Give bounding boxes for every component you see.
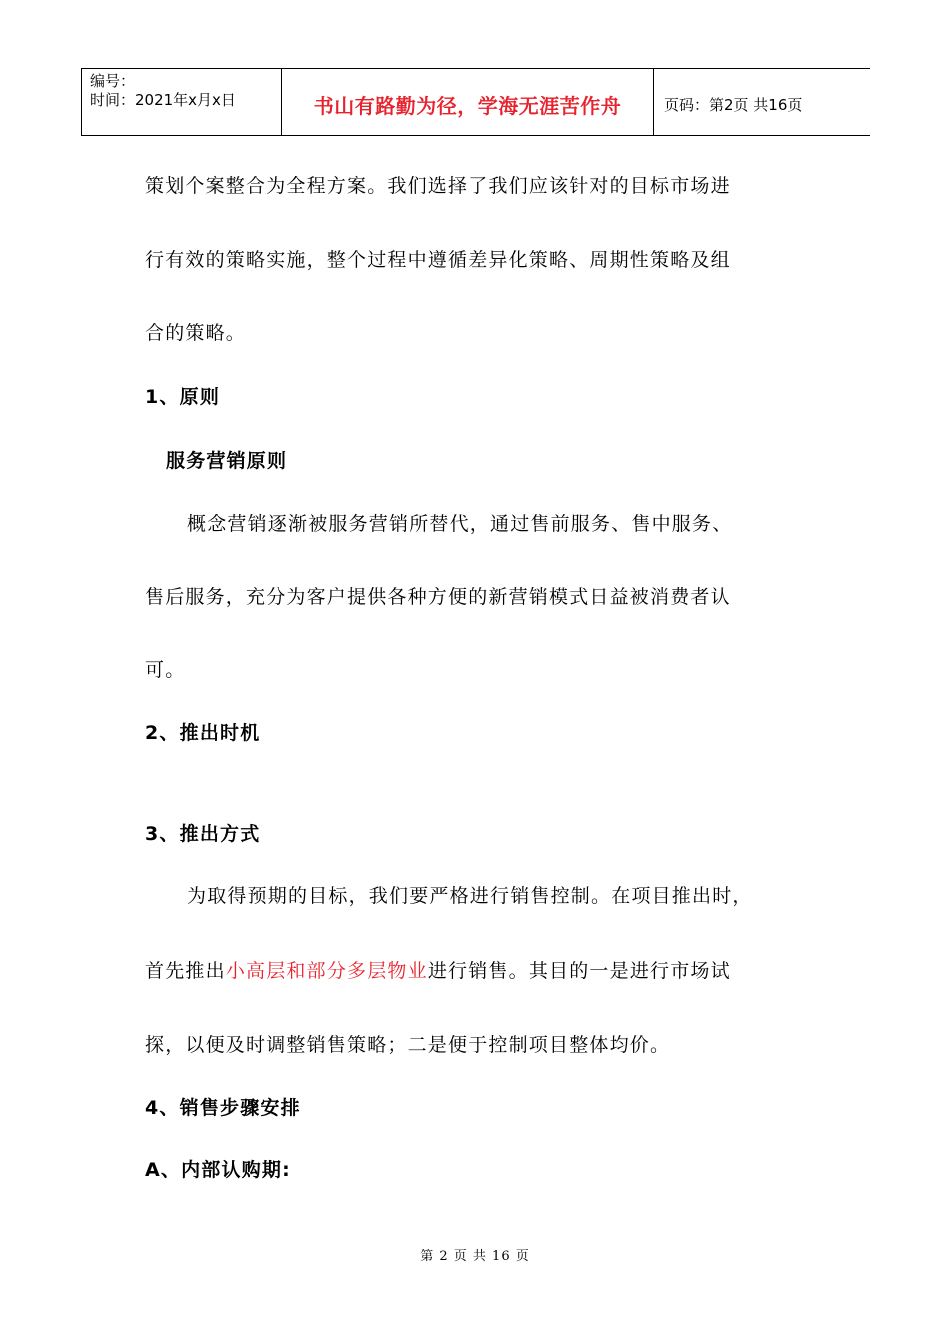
section-heading-timing: 2、推出时机 [145, 722, 261, 744]
paragraph-line: 策划个案整合为全程方案。我们选择了我们应该针对的目标市场进 [145, 175, 731, 197]
text-span: 进行销售。其目的一是进行市场试 [427, 960, 731, 982]
header-meta-cell [81, 69, 282, 135]
paragraph-line: 可。 [145, 659, 186, 681]
paragraph-line: 概念营销逐渐被服务营销所替代，通过售前服务、售中服务、 [187, 513, 733, 535]
header-motto-cell [282, 69, 654, 135]
header-page-info: 页码：第2页 共16页 [664, 95, 803, 114]
paragraph-line: 行有效的策略实施，整个过程中遵循差异化策略、周期性策略及组 [145, 249, 731, 271]
section-heading-sales-steps: 4、销售步骤安排 [145, 1097, 301, 1119]
section-heading-method: 3、推出方式 [145, 823, 261, 845]
doc-number-label: 编号： [90, 72, 136, 90]
page-footer: 第 2 页 共 16 页 [420, 1249, 530, 1264]
section-heading-principle: 1、原则 [145, 386, 221, 408]
paragraph-line: 探，以便及时调整销售策略；二是便于控制项目整体均价。 [145, 1034, 671, 1056]
paragraph-line: 为取得预期的目标，我们要严格进行销售控制。在项目推出时， [187, 885, 753, 907]
subheading-service-marketing: 服务营销原则 [166, 450, 288, 472]
paragraph-line: 合的策略。 [145, 322, 247, 344]
highlighted-product-text: 小高层和部分多层物业 [225, 960, 428, 982]
date-label: 时间：2021年x月x日 [90, 91, 236, 109]
paragraph-line: 售后服务，充分为客户提供各种方便的新营销模式日益被消费者认 [145, 586, 731, 608]
header-page-cell [654, 69, 870, 135]
header-table [81, 68, 870, 136]
paragraph-line-highlight [145, 959, 731, 983]
header-motto: 书山有路勤为径，学海无涯苦作舟 [313, 93, 622, 118]
text-span: 首先推出 [145, 960, 226, 982]
section-heading-internal-subscription: A、内部认购期: [145, 1159, 291, 1181]
